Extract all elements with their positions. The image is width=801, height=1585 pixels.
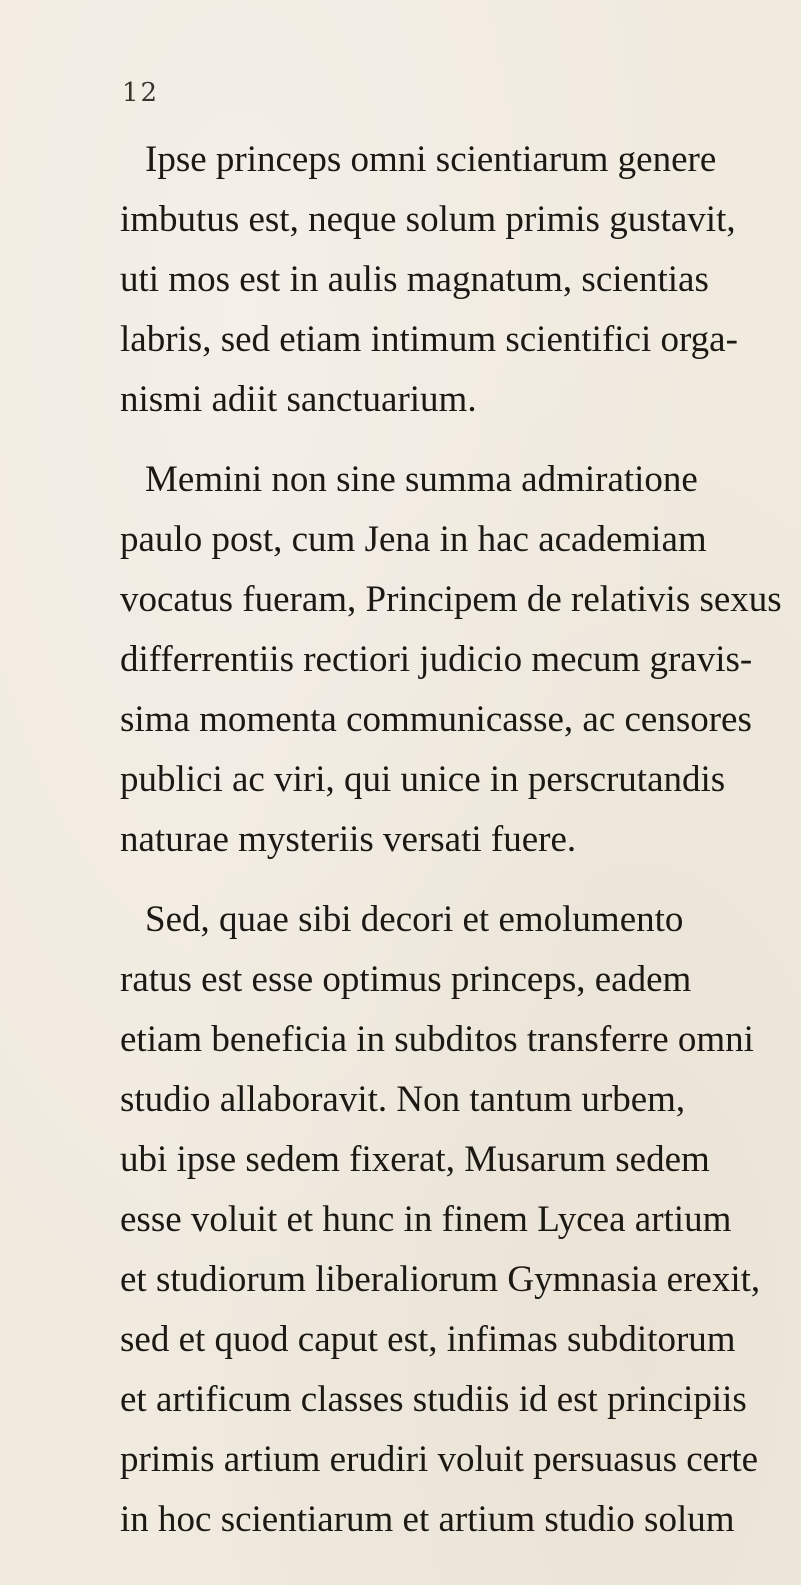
text-line: sed et quod caput est, infimas subditorum (120, 1319, 736, 1360)
text-line: ratus est esse optimus princeps, eadem (120, 959, 692, 1000)
text-line: studio allaboravit. Non tantum urbem, (120, 1079, 686, 1120)
text-line: imbutus est, neque solum primis gustavit, (120, 199, 736, 240)
text-line: differrentiis rectiori judicio mecum gravis- (120, 639, 753, 680)
text-line: et studiorum liberaliorum Gymnasia erexit, (120, 1259, 761, 1300)
text-line: vocatus fueram, Principem de relativis sexus (120, 579, 782, 620)
page-number: 12 (122, 78, 160, 108)
text-line: esse voluit et hunc in finem Lycea artium (120, 1199, 732, 1240)
text-line: naturae mysteriis versati fuere. (120, 819, 577, 860)
text-line: labris, sed etiam intimum scientifici orga- (120, 319, 738, 360)
text-line: paulo post, cum Jena in hac academiam (120, 519, 707, 560)
text-line: Memini non sine summa admiratione (145, 459, 698, 500)
text-line: in hoc scientiarum et artium studio solum (120, 1499, 735, 1540)
paragraph-3 (120, 890, 770, 1550)
text-line: etiam beneficia in subditos transferre omni (120, 1019, 754, 1060)
text-line: primis artium erudiri voluit persuasus certe (120, 1439, 759, 1480)
paragraph-1 (120, 130, 770, 430)
body-text (120, 130, 782, 1550)
text-line: ubi ipse sedem fixerat, Musarum sedem (120, 1139, 710, 1180)
text-line: nismi adiit sanctuarium. (120, 379, 477, 420)
text-line: et artificum classes studiis id est principiis (120, 1379, 747, 1420)
text-line: publici ac viri, qui unice in perscrutandis (120, 759, 726, 800)
text-line: sima momenta communicasse, ac censores (120, 699, 752, 740)
text-line: uti mos est in aulis magnatum, scientias (120, 259, 709, 300)
text-line: Sed, quae sibi decori et emolumento (145, 899, 684, 940)
paragraph-2 (120, 450, 782, 870)
text-line: Ipse princeps omni scientiarum genere (145, 139, 717, 180)
